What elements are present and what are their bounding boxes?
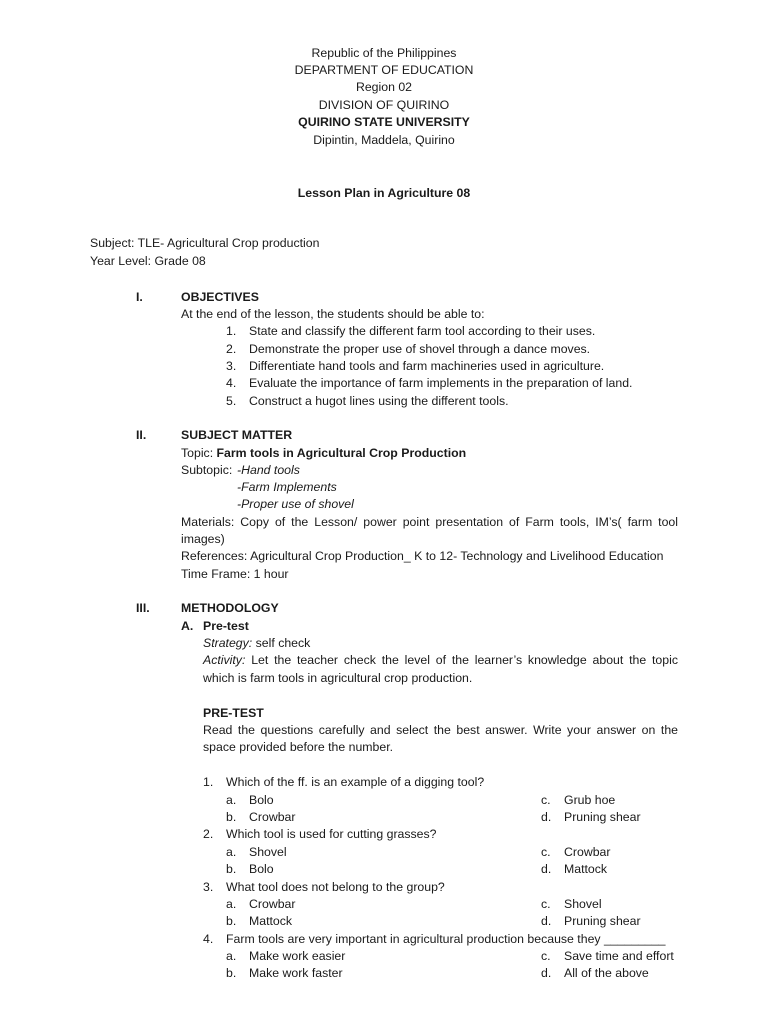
part-a-title: Pre-test — [203, 619, 249, 633]
choice-text: Save time and effort — [564, 949, 674, 963]
question-number: 4. — [203, 932, 214, 946]
choice-letter: d. — [541, 914, 552, 928]
methodology-numeral: III. — [136, 601, 150, 615]
materials-continuation: images) — [181, 532, 225, 546]
choice-letter: a. — [226, 793, 237, 807]
choice-letter: c. — [541, 949, 551, 963]
lesson-title: Lesson Plan in Agriculture 08 — [297, 186, 471, 200]
header-region: Region 02 — [355, 80, 413, 94]
choice-letter: a. — [226, 949, 237, 963]
question-number: 1. — [203, 775, 214, 789]
pretest-instructions: Read the questions carefully and select the best answer. Write your answer on the — [203, 723, 678, 737]
header-division: DIVISION OF QUIRINO — [318, 98, 450, 112]
choice-letter: d. — [541, 810, 552, 824]
choice-text: Mattock — [249, 914, 293, 928]
subtopic-item: -Hand tools — [237, 463, 300, 477]
objective-text: Evaluate the importance of farm implements in the preparation of land. — [249, 376, 633, 390]
choice-text: Mattock — [564, 862, 608, 876]
choice-letter: d. — [541, 966, 552, 980]
header-republic: Republic of the Philippines — [311, 46, 457, 60]
question-text: Farm tools are very important in agricultural production because they _________ — [226, 932, 666, 946]
choice-text: Crowbar — [564, 845, 611, 859]
subtopic-item: -Farm Implements — [237, 480, 337, 494]
objective-num: 5. — [226, 394, 237, 408]
question-text: What tool does not belong to the group? — [226, 880, 445, 894]
choice-text: Shovel — [564, 897, 602, 911]
objective-text: Differentiate hand tools and farm machineries used in agriculture. — [249, 359, 605, 373]
choice-letter: c. — [541, 793, 551, 807]
choice-text: Make work faster — [249, 966, 343, 980]
choice-letter: b. — [226, 810, 237, 824]
strategy-line — [203, 636, 310, 650]
header-university: QUIRINO STATE UNIVERSITY — [298, 115, 470, 129]
materials-line — [181, 515, 678, 529]
subtopic-label: Subtopic: — [181, 463, 233, 477]
objective-num: 2. — [226, 342, 237, 356]
subject-matter-heading: SUBJECT MATTER — [181, 428, 293, 442]
objectives-intro: At the end of the lesson, the students should be able to: — [181, 307, 485, 321]
activity-label: Activity: — [203, 653, 246, 667]
objective-text: Construct a hugot lines using the different tools. — [249, 394, 509, 408]
choice-letter: a. — [226, 845, 237, 859]
choice-text: Pruning shear — [564, 914, 641, 928]
choice-text: Bolo — [249, 793, 274, 807]
topic-value: Farm tools in Agricultural Crop Production — [216, 446, 467, 460]
choice-text: Pruning shear — [564, 810, 641, 824]
strategy-value: self check — [255, 636, 311, 650]
references-value: Agricultural Crop Production_ K to 12- Technology and Livelihood Education — [250, 549, 664, 563]
strategy-label: Strategy: — [203, 636, 253, 650]
choice-text: Grub hoe — [564, 793, 616, 807]
choice-letter: c. — [541, 897, 551, 911]
choice-letter: b. — [226, 914, 237, 928]
objective-num: 1. — [226, 324, 237, 338]
references-label: References: — [181, 549, 248, 563]
choice-letter: b. — [226, 966, 237, 980]
choice-letter: b. — [226, 862, 237, 876]
objective-text: Demonstrate the proper use of shovel through a dance moves. — [249, 342, 591, 356]
subject-matter-numeral: II. — [136, 428, 147, 442]
choice-text: Crowbar — [249, 810, 296, 824]
question-number: 3. — [203, 880, 214, 894]
pretest-instructions-continuation: space provided before the number. — [203, 740, 394, 754]
choice-letter: c. — [541, 845, 551, 859]
choice-text: Crowbar — [249, 897, 296, 911]
activity-value: Let the teacher check the level of the learner’s knowledge about the topic — [251, 653, 678, 667]
objectives-heading: OBJECTIVES — [181, 290, 259, 304]
header-address: Dipintin, Maddela, Quirino — [313, 133, 455, 147]
pretest-heading: PRE-TEST — [203, 706, 264, 720]
objectives-numeral: I. — [136, 290, 143, 304]
choice-text: Shovel — [249, 845, 287, 859]
activity-line — [203, 653, 678, 667]
choice-letter: a. — [226, 897, 237, 911]
part-a-letter: A. — [181, 619, 194, 633]
time-frame-value: 1 hour — [253, 567, 289, 581]
materials-value: Copy of the Lesson/ power point presentation of Farm tools, IM’s( farm tool — [240, 515, 678, 529]
question-text: Which tool is used for cutting grasses? — [226, 827, 437, 841]
choice-text: Make work easier — [249, 949, 346, 963]
question-text: Which of the ff. is an example of a digging tool? — [226, 775, 485, 789]
materials-label: Materials: — [181, 515, 235, 529]
subtopic-item: -Proper use of shovel — [237, 497, 354, 511]
choice-letter: d. — [541, 862, 552, 876]
time-frame-line — [181, 567, 289, 581]
year-level-line: Year Level: Grade 08 — [90, 254, 206, 268]
question-number: 2. — [203, 827, 214, 841]
activity-continuation: which is farm tools in agricultural crop production. — [203, 671, 473, 685]
choice-text: Bolo — [249, 862, 274, 876]
methodology-heading: METHODOLOGY — [181, 601, 279, 615]
objective-text: State and classify the different farm tool according to their uses. — [249, 324, 596, 338]
subject-line: Subject: TLE- Agricultural Crop production — [90, 236, 320, 250]
objective-num: 4. — [226, 376, 237, 390]
time-frame-label: Time Frame: — [181, 567, 251, 581]
topic-line — [181, 446, 466, 460]
topic-label: Topic: — [181, 446, 214, 460]
objective-num: 3. — [226, 359, 237, 373]
header-department: DEPARTMENT OF EDUCATION — [294, 63, 474, 77]
references-line — [181, 549, 663, 563]
choice-text: All of the above — [564, 966, 649, 980]
